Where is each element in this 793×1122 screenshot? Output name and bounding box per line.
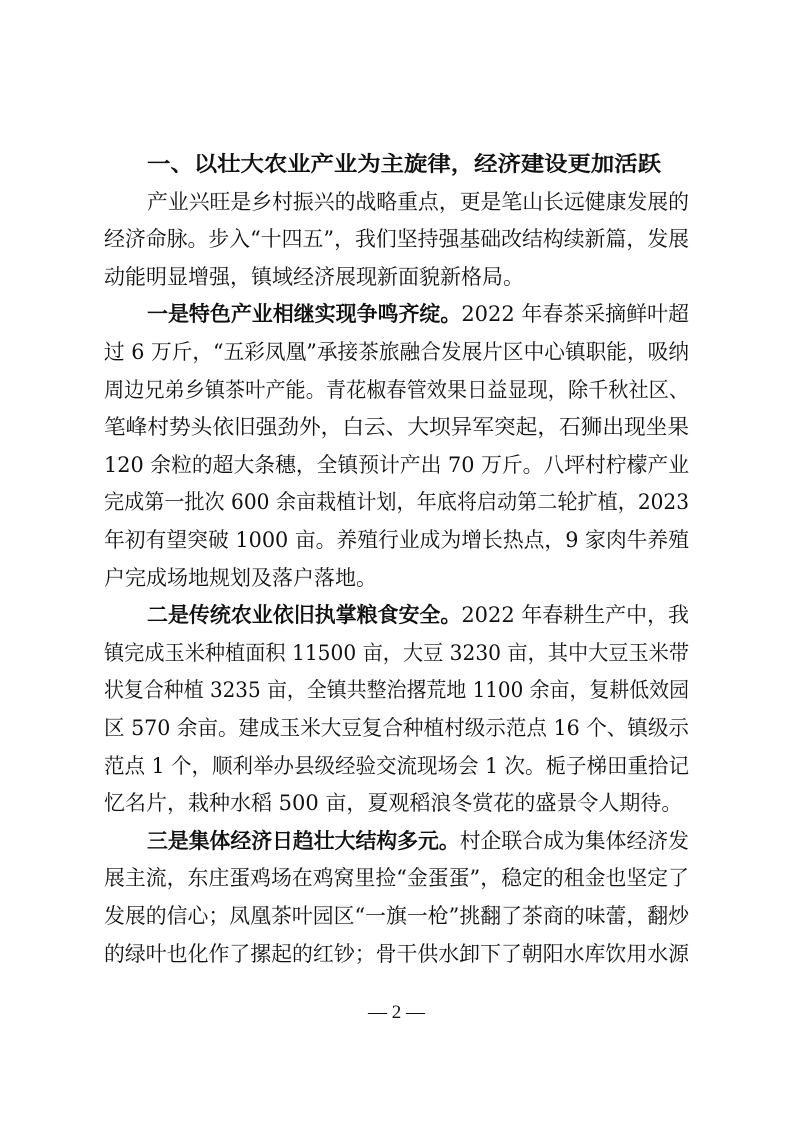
- line-text: 状复合种植 3235 亩，全镇共整治撂荒地 1100 余亩，复耕低效园: [104, 678, 689, 703]
- line-text: 2022 年春茶采摘鲜叶超: [461, 302, 689, 327]
- paragraph-3-line-3: [0, 672, 793, 708]
- line-text: 的绿叶也化作了摞起的红钞；骨干供水卸下了朝阳水库饮用水源: [104, 941, 689, 966]
- line-text: 过 6 万斤，“五彩凤凰”承接茶旅融合发展片区中心镇职能，吸纳: [104, 340, 689, 364]
- paragraph-2-line-7: [0, 522, 793, 558]
- line-text: 经济命脉。步入“十四五”，我们坚持强基础改结构续新篇，发展: [104, 227, 689, 252]
- line-text: 周边兄弟乡镇茶叶产能。青花椒春管效果日益显现，除千秋社区、: [104, 377, 689, 402]
- line-text: 年初有望突破 1000 亩。养殖行业成为增长热点，9 家肉牛养殖: [104, 528, 689, 552]
- paragraph-2-line-2: [0, 334, 793, 370]
- paragraph-4-line-1: [0, 823, 793, 859]
- line-text: 村企联合成为集体经济发: [459, 828, 689, 853]
- line-text: 镇完成玉米种植面积 11500 亩，大豆 3230 亩，其中大豆玉米带: [104, 640, 689, 665]
- paragraph-3-line-4: [0, 710, 793, 746]
- paragraph-1-line-2: [0, 221, 793, 257]
- line-text: 120 余粒的超大条穗，全镇预计产出 70 万斤。八坪村柠檬产业: [104, 452, 689, 477]
- paragraph-2-line-1: [0, 296, 793, 332]
- line-text: 区 570 余亩。建成玉米大豆复合种植村级示范点 16 个、镇级示: [104, 716, 689, 740]
- line-text: 产业兴旺是乡村振兴的战略重点，更是笔山长远健康发展的: [147, 189, 689, 214]
- page-number: — 2 —: [368, 1002, 425, 1023]
- paragraph-3-line-2: [0, 635, 793, 671]
- paragraph-2-line-8: [0, 560, 793, 596]
- paragraph-4-line-3: [0, 898, 793, 934]
- paragraph-4-line-2: [0, 860, 793, 896]
- paragraph-lead: 二是传统农业依旧执掌粮食安全。: [147, 603, 462, 628]
- line-text: 发展的信心；凤凰茶叶园区“一旗一枪”挑翻了茶商的味蕾，翻炒: [104, 904, 689, 928]
- line-text: 户完成场地规划及落户落地。: [104, 565, 377, 590]
- line-text: 展主流，东庄蛋鸡场在鸡窝里捡“金蛋蛋”，稳定的租金也坚定了: [104, 866, 689, 891]
- paragraph-2-line-5: [0, 447, 793, 483]
- paragraph-2-line-6: [0, 484, 793, 520]
- line-text: 2022 年春耕生产中，我: [461, 603, 689, 628]
- paragraph-2-line-3: [0, 372, 793, 408]
- section-heading: [0, 146, 793, 182]
- line-text: 动能明显增强，镇域经济展现新面貌新格局。: [104, 264, 524, 289]
- paragraph-1-line-1: [0, 184, 793, 220]
- paragraph-4-line-4: [0, 936, 793, 972]
- paragraph-2-line-4: [0, 409, 793, 445]
- paragraph-3-line-5: [0, 748, 793, 784]
- section-heading-text: 一、以壮大农业产业为主旋律，经济建设更加活跃: [147, 152, 661, 176]
- line-text: 笔峰村势头依旧强劲外，白云、大坝异军突起，石狮出现坐果: [104, 415, 689, 440]
- paragraph-1-line-3: [0, 259, 793, 295]
- paragraph-3-line-6: [0, 785, 793, 821]
- line-text: 完成第一批次 600 余亩栽植计划，年底将启动第二轮扩植，2023: [104, 490, 689, 515]
- line-text: 忆名片，栽种水稻 500 亩，夏观稻浪冬赏花的盛景令人期待。: [104, 791, 683, 816]
- paragraph-lead: 三是集体经济日趋壮大结构多元。: [147, 828, 460, 853]
- paragraph-lead: 一是特色产业相继实现争鸣齐绽。: [147, 302, 462, 327]
- line-text: 范点 1 个，顺利举办县级经验交流现场会 1 次。栀子梯田重拾记: [104, 753, 689, 778]
- paragraph-3-line-1: [0, 597, 793, 633]
